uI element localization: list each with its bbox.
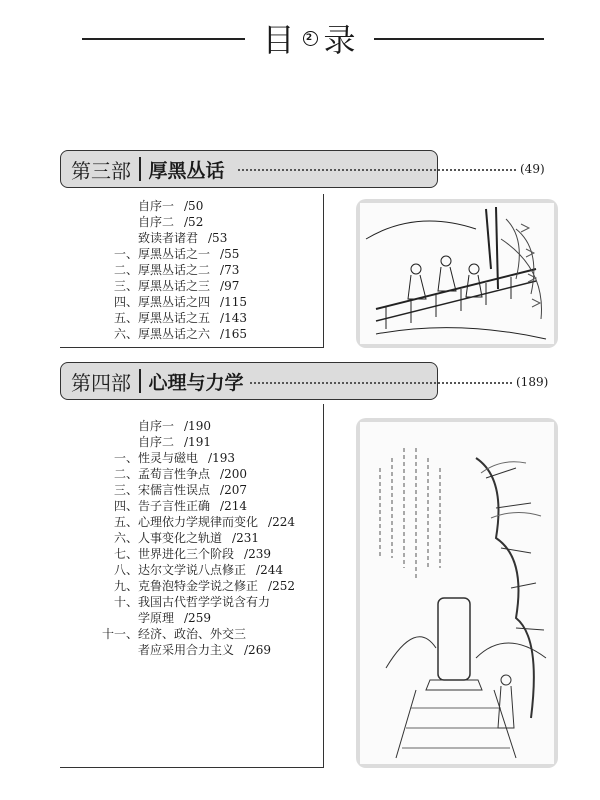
part-title: 厚黑丛话: [148, 159, 225, 182]
toc-entry[interactable]: [0, 262, 247, 278]
part-label: 第四部: [71, 370, 131, 395]
toc-entry-number: 三、: [114, 279, 139, 293]
toc-list: [0, 198, 247, 342]
toc-entry-title: 克鲁泡特金学说之修正: [138, 579, 259, 593]
title-char-right: 录: [323, 21, 358, 59]
toc-entry-title: 自序一: [138, 199, 175, 213]
page-title: [246, 16, 374, 60]
toc-entry-page: /50: [184, 199, 204, 213]
toc-entry-number: 五、: [114, 311, 139, 325]
toc-entry-title: 自序一: [138, 419, 175, 433]
toc-entry[interactable]: [0, 230, 247, 246]
toc-entry-page: /193: [208, 451, 235, 465]
toc-entry[interactable]: [0, 514, 295, 530]
toc-entry-number: 四、: [114, 295, 139, 309]
toc-entry-title: 厚黑丛话之六: [138, 327, 211, 341]
toc-entry-number: 五、: [114, 515, 139, 529]
toc-entry-title: 致读者诸君: [138, 231, 199, 245]
toc-entry-title: 者应采用合力主义: [138, 643, 235, 657]
toc-entry-title: 性灵与磁电: [138, 451, 199, 465]
toc-entry-page: /214: [220, 499, 247, 513]
toc-entry-title: 学原理: [138, 611, 175, 625]
toc-entry-page: /143: [220, 311, 247, 325]
title-char-left: 目: [262, 21, 297, 59]
toc-entry-title: 厚黑丛话之四: [138, 295, 211, 309]
header-rule-left: [82, 38, 245, 40]
toc-entry[interactable]: [0, 626, 295, 642]
toc-entry-title: 告子言性正确: [138, 499, 211, 513]
toc-entry[interactable]: [0, 310, 247, 326]
toc-entry-title: 厚黑丛话之二: [138, 263, 211, 277]
toc-entry[interactable]: [0, 610, 295, 626]
toc-entry-title: 厚黑丛话之三: [138, 279, 211, 293]
toc-entry-page: /52: [184, 215, 204, 229]
toc-entry-page: /239: [244, 547, 271, 561]
toc-entry-number: 六、: [114, 327, 139, 341]
toc-entry-page: /191: [184, 435, 211, 449]
toc-entry-number: 二、: [114, 263, 139, 277]
toc-entry-number: 三、: [114, 483, 139, 497]
toc-entry-page: /244: [256, 563, 283, 577]
toc-entry-title: 厚黑丛话之五: [138, 311, 211, 325]
toc-section-4: [60, 404, 324, 768]
toc-entry[interactable]: [0, 198, 247, 214]
toc-entry-number: 十、: [114, 595, 139, 609]
toc-entry-number: 九、: [114, 579, 139, 593]
toc-entry-page: /231: [232, 531, 259, 545]
part-divider: [139, 157, 141, 181]
part-label: 第三部: [71, 158, 131, 183]
toc-entry-number: 四、: [114, 499, 139, 513]
toc-entry-page: /259: [184, 611, 211, 625]
toc-entry[interactable]: [0, 594, 295, 610]
toc-entry-number: 六、: [114, 531, 139, 545]
toc-entry-title: 宋儒言性误点: [138, 483, 211, 497]
toc-entry-page: /53: [208, 231, 228, 245]
toc-entry[interactable]: [0, 326, 247, 342]
toc-section-3: [60, 194, 324, 348]
toc-entry[interactable]: [0, 482, 295, 498]
toc-entry[interactable]: [0, 246, 247, 262]
toc-entry-title: 孟荀言性争点: [138, 467, 211, 481]
toc-entry-number: 一、: [114, 247, 139, 261]
toc-entry-title: 人事变化之轨道: [138, 531, 223, 545]
toc-entry-page: /165: [220, 327, 247, 341]
toc-entry[interactable]: [0, 450, 295, 466]
toc-entry-page: /97: [220, 279, 240, 293]
part-header-4[interactable]: [60, 362, 438, 400]
dot-leader: [250, 382, 512, 384]
part-title: 心理与力学: [148, 371, 244, 394]
toc-entry-title: 达尔文学说八点修正: [138, 563, 247, 577]
part-divider: [139, 369, 141, 393]
toc-entry-title: 厚黑丛话之一: [138, 247, 211, 261]
toc-entry-page: /115: [220, 295, 247, 309]
toc-entry[interactable]: [0, 562, 295, 578]
toc-entry[interactable]: [0, 578, 295, 594]
part-page-ref[interactable]: (49): [520, 162, 545, 176]
toc-entry-title: 经济、政治、外交三: [138, 627, 247, 641]
header-rule-right: [374, 38, 544, 40]
toc-entry[interactable]: [0, 214, 247, 230]
toc-entry[interactable]: [0, 530, 295, 546]
page-number-badge: 2: [303, 31, 318, 46]
toc-entry-page: /252: [268, 579, 295, 593]
toc-entry[interactable]: [0, 434, 295, 450]
toc-entry[interactable]: [0, 498, 295, 514]
toc-entry-number: 八、: [114, 563, 139, 577]
toc-entry[interactable]: [0, 642, 295, 658]
toc-entry[interactable]: [0, 418, 295, 434]
toc-entry-title: 自序二: [138, 215, 175, 229]
toc-entry[interactable]: [0, 278, 247, 294]
toc-entry-number: 二、: [114, 467, 139, 481]
toc-entry-number: 一、: [114, 451, 139, 465]
toc-entry-page: /73: [220, 263, 240, 277]
toc-entry-title: 世界进化三个阶段: [138, 547, 235, 561]
toc-entry-page: /190: [184, 419, 211, 433]
toc-entry-number: 十一、: [102, 627, 139, 641]
toc-entry-page: /269: [244, 643, 271, 657]
toc-entry-page: /207: [220, 483, 247, 497]
pine-stele-calligraphy-illustration: [356, 418, 558, 768]
part-page-ref[interactable]: (189): [516, 375, 549, 389]
toc-entry[interactable]: [0, 294, 247, 310]
toc-entry-title: 心理依力学规律而变化: [138, 515, 259, 529]
dot-leader: [238, 169, 516, 171]
toc-entry-title: 我国古代哲学学说含有力: [138, 595, 271, 609]
toc-entry-page: /55: [220, 247, 240, 261]
toc-entry-page: /200: [220, 467, 247, 481]
bridge-scholars-landscape-illustration: [356, 199, 558, 348]
toc-entry[interactable]: [0, 466, 295, 482]
toc-entry-title: 自序二: [138, 435, 175, 449]
toc-list: [0, 418, 295, 658]
toc-entry[interactable]: [0, 546, 295, 562]
page-header: [0, 16, 600, 60]
toc-entry-number: 七、: [114, 547, 139, 561]
toc-entry-page: /224: [268, 515, 295, 529]
